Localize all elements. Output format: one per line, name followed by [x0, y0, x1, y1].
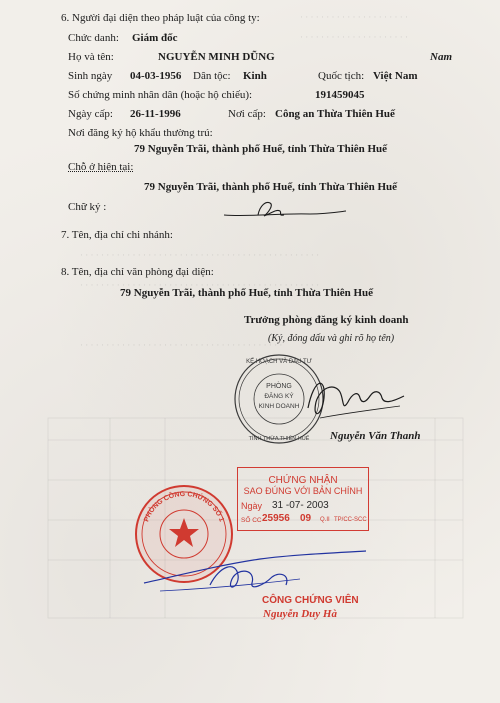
- cert-number-prefix: SỐ CC: [241, 517, 262, 524]
- issue-date-label: Ngày cấp:: [68, 108, 113, 120]
- signature-label: Chữ ký :: [68, 201, 107, 213]
- office-title: Trưởng phòng đăng ký kinh doanh: [244, 314, 409, 326]
- id-label: Số chứng minh nhân dân (hoặc hộ chiếu):: [68, 89, 253, 101]
- cert-date-value: 31 -07- 2003: [272, 500, 329, 511]
- bleed-through-text: · · · · · · · · · · · · · · · · · · · · ·: [300, 12, 408, 22]
- bleed-through-text: · · · · · · · · · · · · · · · · · · · · · · · · · · · · · · · · · · · · · · · · · · · · · ·: [80, 250, 320, 260]
- dob-label: Sinh ngày: [68, 70, 113, 82]
- name-label: Họ và tên:: [68, 51, 114, 63]
- ethnic-label: Dân tộc:: [193, 70, 231, 82]
- cert-number-suffix: 09: [300, 513, 312, 524]
- section8-heading: 8. Tên, địa chỉ văn phòng đại diện:: [61, 266, 214, 278]
- residence-label: Nơi đăng ký hộ khẩu thường trú:: [68, 127, 213, 139]
- residence-value: 79 Nguyễn Trãi, thành phố Huế, tỉnh Thừa Thiên Huế: [134, 143, 388, 155]
- bleed-through-text: · · · · · · · · · · · · · · · · · · · · ·: [300, 32, 408, 42]
- nationality-label: Quốc tịch:: [318, 70, 365, 82]
- bleed-through-text: · · · · · · · · · · · · · · · · · · · · · · · · · · · · · · · · · · · · · · · · · · · · · ·: [80, 280, 320, 290]
- bleed-through-text: · · · · · · · · · · · · · · · · · · · · · · · · · · · · · · · · · · · · · · ·: [80, 340, 283, 350]
- stamp-top-text: KẾ HOẠCH VÀ ĐẦU TƯ: [246, 359, 312, 365]
- stamp-line1: PHÒNG: [266, 383, 292, 390]
- nationality-value: Việt Nam: [373, 70, 418, 82]
- notary-title: CÔNG CHỨNG VIÊN: [262, 595, 359, 606]
- cert-date-label: Ngày: [241, 501, 263, 511]
- issue-place-label: Nơi cấp:: [228, 108, 266, 120]
- section6-heading: 6. Người đại diện theo pháp luật của công ty:: [61, 12, 260, 24]
- title-label: Chức danh:: [68, 32, 119, 44]
- name-value: NGUYỄN MINH DŨNG: [158, 51, 275, 63]
- notary-seal-text: PHÒNG CÔNG CHỨNG SỐ 1: [143, 490, 225, 523]
- sign-instruction: (Ký, đóng dấu và ghi rõ họ tên): [268, 333, 395, 344]
- notary-name: Nguyễn Duy Hà: [263, 608, 337, 620]
- current-residence-label: Chỗ ở hiện tại:: [68, 161, 134, 173]
- cert-book-label: Q.II: [320, 517, 330, 523]
- current-residence-value: 79 Nguyễn Trãi, thành phố Huế, tỉnh Thừa Thiên Huế: [144, 181, 398, 193]
- stamp-line2: ĐĂNG KÝ: [264, 393, 294, 400]
- issue-date-value: 26-11-1996: [130, 108, 181, 120]
- ethnic-value: Kinh: [243, 70, 267, 82]
- representative-signature: [220, 195, 350, 225]
- section7-address-value: 79 Nguyễn Trãi, thành phố Huế, tỉnh Thừa Thiên Huế: [120, 287, 374, 299]
- cert-book-ref: TP/CC-SCC: [334, 517, 367, 523]
- dob-value: 04-03-1956: [130, 70, 182, 82]
- cert-line2: SAO ĐÚNG VỚI BẢN CHÍNH: [243, 486, 363, 496]
- cert-number-value: 25956: [262, 513, 290, 524]
- stamp-bottom-text: TỈNH THỪA THIÊN HUẾ: [248, 436, 310, 442]
- id-value: 191459045: [315, 89, 365, 101]
- issue-place-value: Công an Thừa Thiên Huế: [275, 108, 395, 120]
- gender-value: Nam: [430, 51, 452, 63]
- certification-stamp: [237, 467, 369, 531]
- cert-line1: CHỨNG NHẬN: [268, 475, 338, 486]
- section7-heading: 7. Tên, địa chỉ chi nhánh:: [61, 229, 173, 241]
- office-head-signature: [300, 368, 410, 428]
- stamp-line3: KINH DOANH: [258, 403, 300, 410]
- signatory-name: Nguyễn Văn Thanh: [330, 430, 421, 442]
- title-value: Giám đốc: [132, 32, 178, 44]
